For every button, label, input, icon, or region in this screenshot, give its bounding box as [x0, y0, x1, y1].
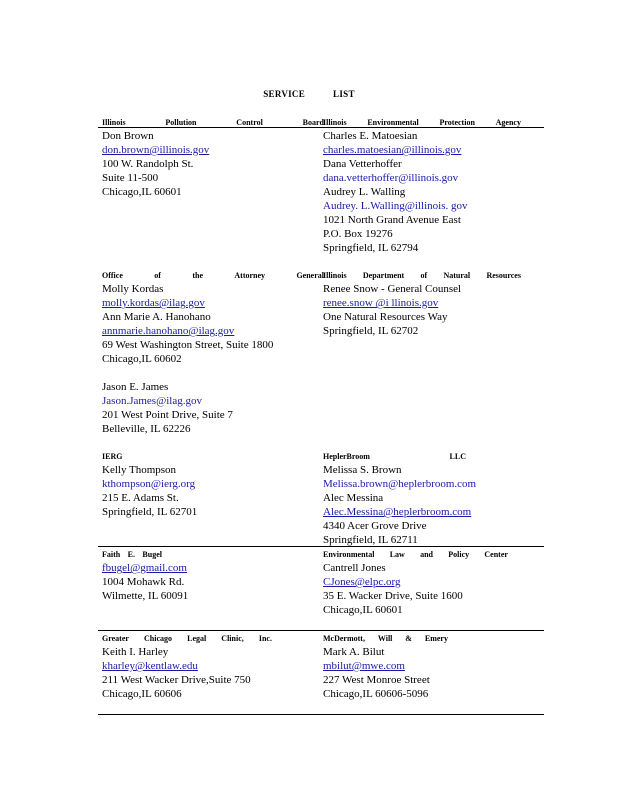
address-line: Chicago,IL 60601: [102, 186, 182, 198]
entry-illinois-epa: [323, 118, 521, 255]
address-line: Chicago,IL 60606-5096: [323, 688, 429, 700]
contact-name: Molly Kordas: [102, 283, 164, 295]
email-link[interactable]: annmarie.hanohano@ilag.gov: [102, 325, 235, 337]
email-link[interactable]: don.brown@illinois.gov: [102, 144, 210, 156]
address-line: 1004 Mohawk Rd.: [102, 576, 185, 588]
address-line: 201 West Point Drive, Suite 7: [102, 409, 233, 421]
contact-name: Keith I. Harley: [102, 646, 169, 658]
address-line: Springfield, IL 62711: [323, 534, 418, 546]
address-line: Chicago,IL 60606: [102, 688, 182, 700]
divider: [98, 714, 544, 715]
address-line: Chicago,IL 60602: [102, 353, 182, 365]
address-line: Springfield, IL 62794: [323, 242, 419, 254]
address-line: 1021 North Grand Avenue East: [323, 214, 461, 226]
email-link[interactable]: molly.kordas@ilag.gov: [102, 297, 205, 309]
org-heading: HeplerBroom LLC: [323, 452, 466, 461]
address-line: Suite 11-500: [102, 172, 159, 184]
contact-name: Alec Messina: [323, 492, 384, 504]
email-link[interactable]: kharley@kentlaw.edu: [102, 660, 198, 672]
entry-illinois-dnr: [323, 271, 521, 338]
address-line: 227 West Monroe Street: [323, 674, 430, 686]
contact-name: Kelly Thompson: [102, 464, 177, 476]
contact-name: Jason E. James: [102, 381, 169, 393]
address-line: Springfield, IL 62702: [323, 325, 419, 337]
contact-name: Don Brown: [102, 130, 154, 142]
entry-ierg: [102, 452, 324, 519]
entry-mcdermott-will-emery: [323, 634, 448, 701]
email-link[interactable]: Alec.Messina@heplerbroom.com: [323, 506, 472, 518]
email-link[interactable]: kthompson@ierg.org: [102, 478, 196, 490]
contact-name: Renee Snow - General Counsel: [323, 283, 462, 295]
title-word-list: LIST: [333, 89, 355, 99]
email-link[interactable]: dana.vetterhoffer@illinois.gov: [323, 172, 459, 184]
address-line: 215 E. Adams St.: [102, 492, 179, 504]
address-line: Chicago,IL 60601: [323, 604, 403, 616]
org-heading: IERG: [102, 452, 123, 461]
email-link[interactable]: Audrey. L.Walling@illinois. gov: [323, 200, 468, 212]
divider: [98, 546, 544, 547]
contact-name: Cantrell Jones: [323, 562, 386, 574]
email-link[interactable]: Melissa.brown@heplerbroom.com: [323, 478, 477, 490]
entry-office-attorney-general: [102, 271, 324, 436]
org-heading: Faith E. Bugel: [102, 550, 162, 559]
org-heading: Illinois Pollution Control Board: [102, 118, 324, 127]
address-line: 100 W. Randolph St.: [102, 158, 194, 170]
divider: [98, 630, 544, 631]
address-line: 69 West Washington Street, Suite 1800: [102, 339, 274, 351]
org-heading: McDermott, Will & Emery: [323, 634, 448, 643]
entry-faith-bugel: [102, 550, 189, 603]
address-line: P.O. Box 19276: [323, 228, 393, 240]
org-heading: Illinois Department of Natural Resources: [323, 271, 521, 280]
address-line: Wilmette, IL 60091: [102, 590, 189, 602]
email-link[interactable]: CJones@elpc.org: [323, 576, 401, 588]
entry-heplerbroom: [323, 452, 477, 547]
email-link[interactable]: renee.snow @i llinois.gov: [323, 297, 439, 309]
address-line: 4340 Acer Grove Drive: [323, 520, 427, 532]
entry-elpc: [323, 550, 508, 617]
entry-greater-chicago-legal-clinic: [102, 634, 272, 701]
org-heading: Office of the Attorney General: [102, 271, 324, 280]
address-line: Belleville, IL 62226: [102, 423, 191, 435]
address-line: 211 West Wacker Drive,Suite 750: [102, 674, 251, 686]
contact-name: Charles E. Matoesian: [323, 130, 418, 142]
email-link[interactable]: Jason.James@ilag.gov: [102, 395, 202, 407]
email-link[interactable]: mbilut@mwe.com: [323, 660, 405, 672]
contact-name: Melissa S. Brown: [323, 464, 402, 476]
contact-name: Dana Vetterhoffer: [323, 158, 402, 170]
org-heading: Greater Chicago Legal Clinic, Inc.: [102, 634, 272, 643]
entry-illinois-pollution-control-board: [102, 118, 324, 199]
email-link[interactable]: charles.matoesian@illinois.gov: [323, 144, 462, 156]
contact-name: Mark A. Bilut: [323, 646, 385, 658]
title-word-service: SERVICE: [263, 89, 306, 99]
address-line: 35 E. Wacker Drive, Suite 1600: [323, 590, 463, 602]
org-heading: Environmental Law and Policy Center: [323, 550, 508, 559]
org-heading: Illinois Environmental Protection Agency: [323, 118, 521, 127]
address-line: Springfield, IL 62701: [102, 506, 198, 518]
contact-name: Audrey L. Walling: [323, 186, 406, 198]
page-title: [0, 89, 618, 99]
address-line: One Natural Resources Way: [323, 311, 448, 323]
email-link[interactable]: fbugel@gmail.com: [102, 562, 187, 574]
contact-name: Ann Marie A. Hanohano: [102, 311, 211, 323]
